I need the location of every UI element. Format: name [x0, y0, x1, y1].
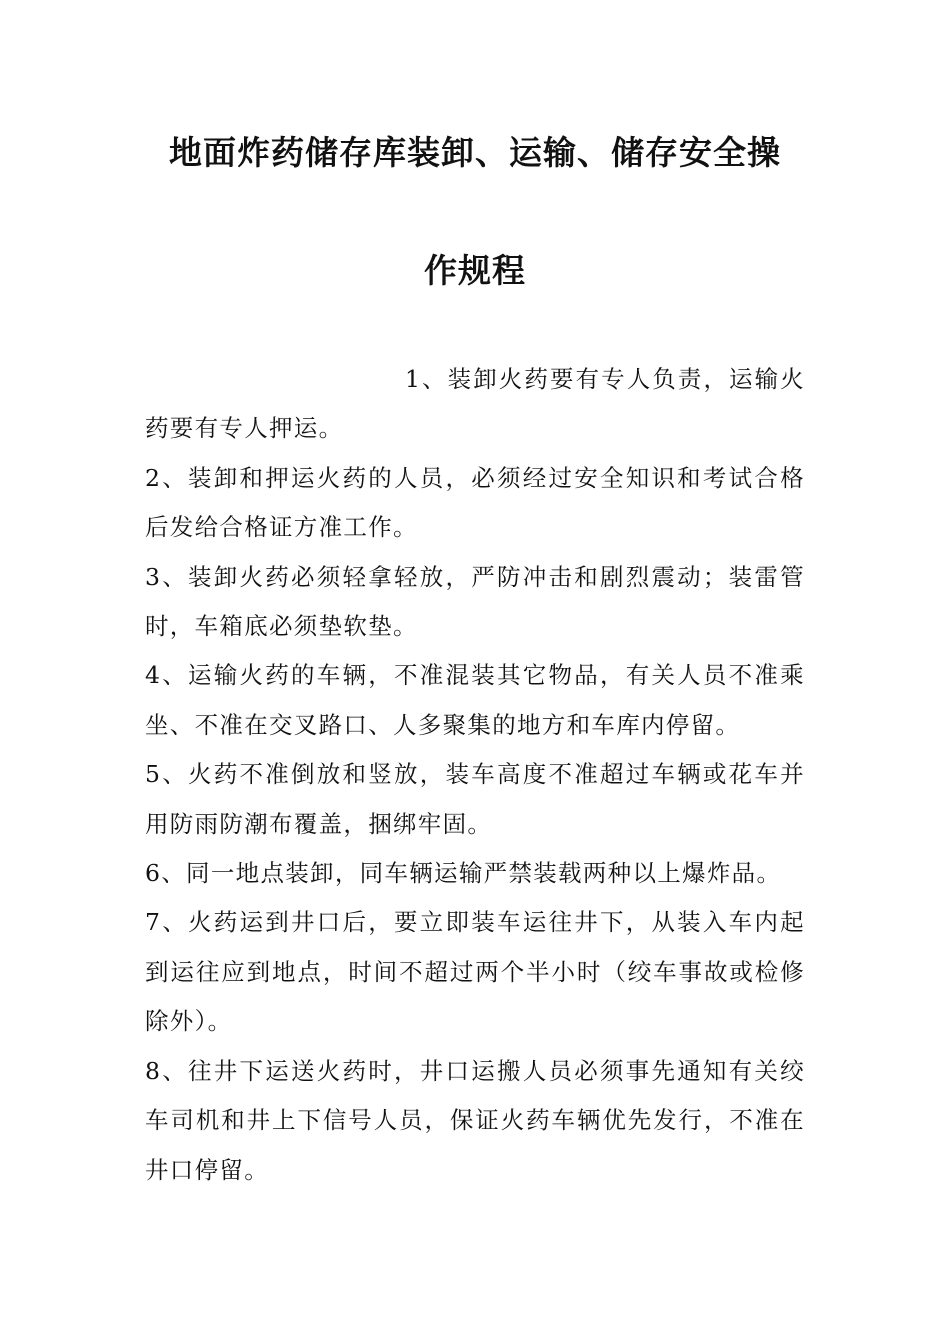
paragraph-1: 1、装卸火药要有专人负责，运输火药要有专人押运。 [145, 365, 805, 443]
paragraph-4: 4、运输火药的车辆，不准混装其它物品，有关人员不准乘坐、不准在交叉路口、人多聚集的地方和车库内停留。 [145, 661, 805, 739]
paragraph-5: 5、火药不准倒放和竖放，装车高度不准超过车辆或花车并用防雨防潮布覆盖，捆绑牢固。 [145, 760, 805, 838]
paragraph-6: 6、同一地点装卸，同车辆运输严禁装载两种以上爆炸品。 [145, 859, 782, 888]
paragraph-3: 3、装卸火药必须轻拿轻放，严防冲击和剧烈震动；装雷管时，车箱底必须垫软垫。 [145, 562, 805, 641]
document-title-line-1: 地面炸药储存库装卸、运输、储存安全操 [169, 133, 781, 172]
paragraph-8: 8、往井下运送火药时，井口运搬人员必须事先通知有关绞车司机和井上下信号人员，保证火药车辆优先发行，不准在井口停留。 [145, 1056, 805, 1184]
paragraph-7: 7、火药运到井口后，要立即装车运往井下，从装入车内起到运往应到地点，时间不超过两个半小时（绞车事故或检修除外）。 [145, 908, 805, 1036]
paragraph-2: 2、装卸和押运火药的人员，必须经过安全知识和考试合格后发给合格证方准工作。 [145, 463, 805, 542]
document-body [145, 355, 805, 1195]
document-title-line-2: 作规程 [424, 251, 526, 290]
